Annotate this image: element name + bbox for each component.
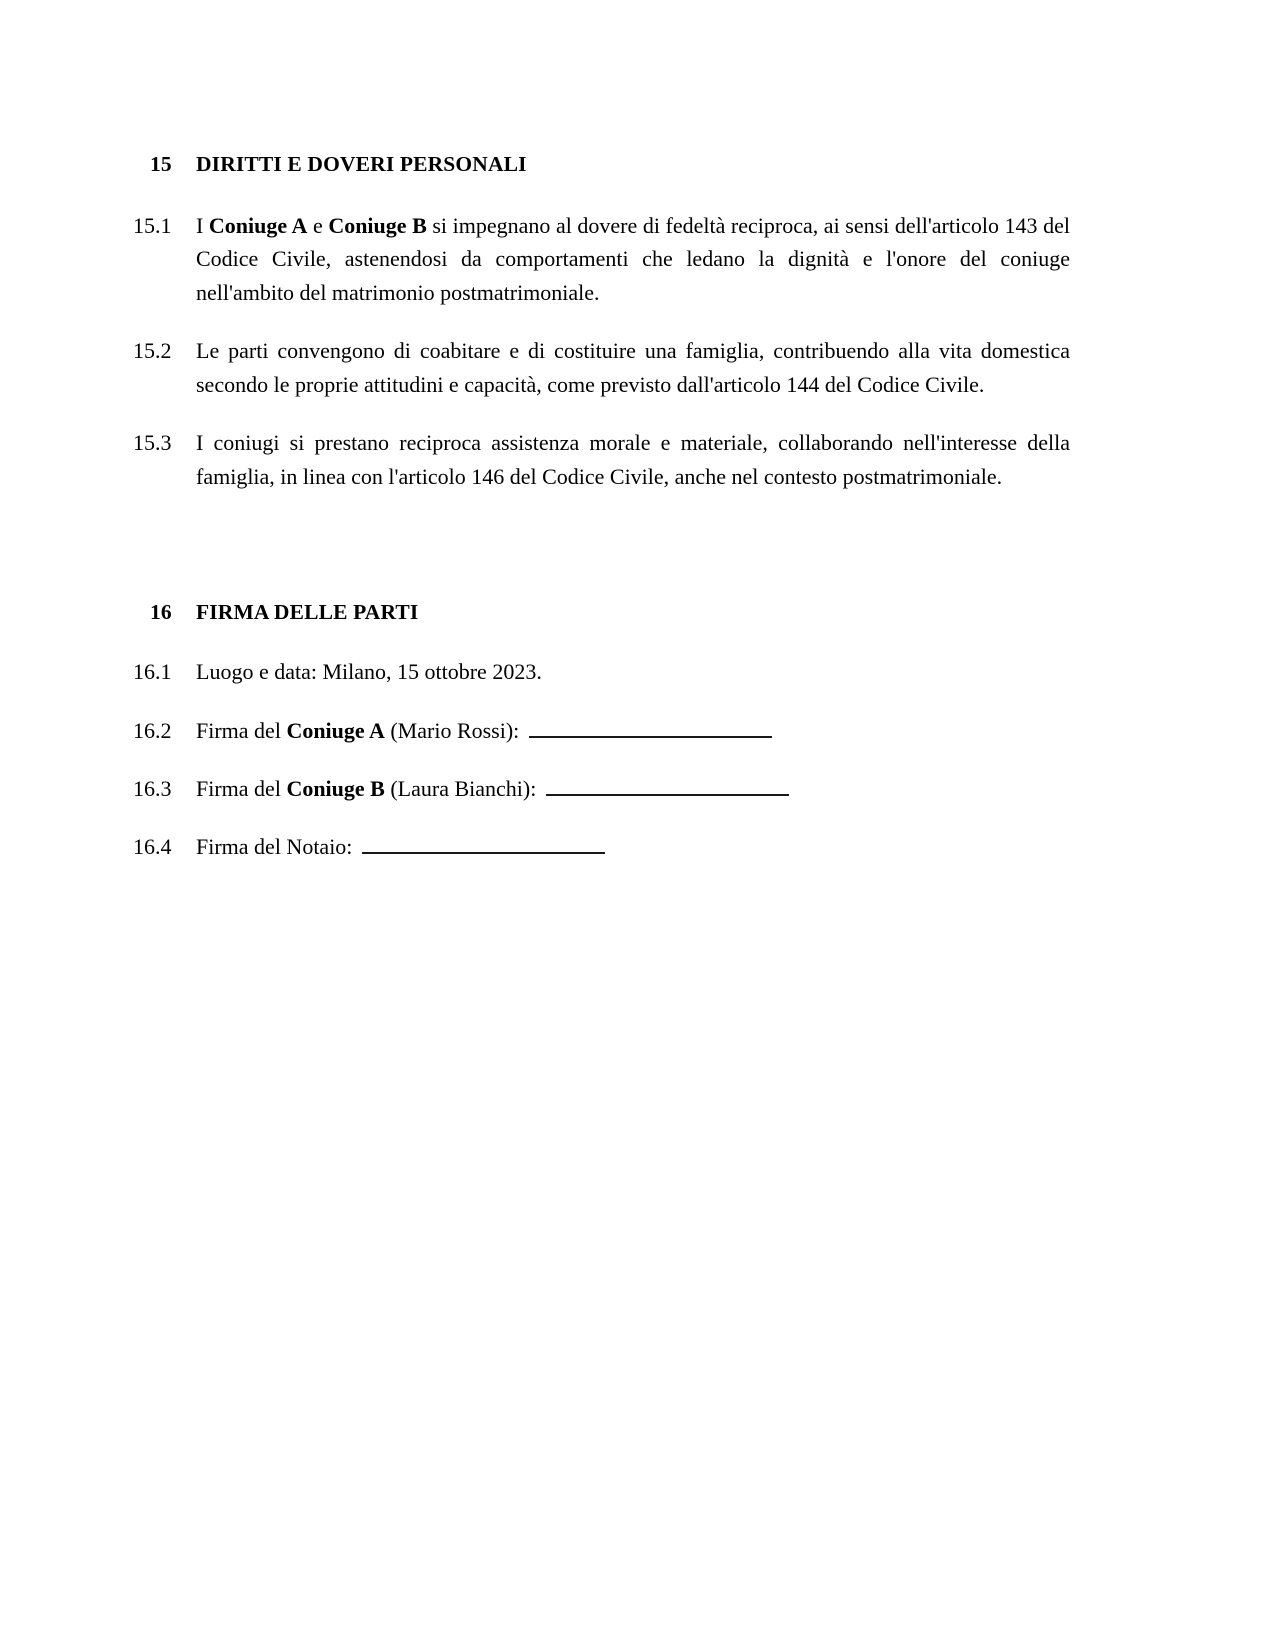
clause-number: 16.4: [133, 834, 172, 860]
section-title: FIRMA DELLE PARTI: [196, 600, 419, 625]
clause-16-4: [133, 830, 1070, 863]
signature-line-notaio[interactable]: [362, 834, 605, 854]
clause-text: Le parti convengono di coabitare e di costituire una famiglia, contribuendo alla vita domestica secondo le proprie attitudini e capacità, come previsto dall'articolo 144 del Codice Civile.: [196, 338, 1070, 397]
clause-number: 16.3: [133, 775, 172, 801]
section-number: 15: [150, 152, 172, 176]
clause-text: I coniugi si prestano reciproca assistenza morale e materiale, collaborando nell'interesse della famiglia, in linea con l'articolo 146 del Codice Civile, anche nel contesto postmatrimoniale.: [196, 430, 1070, 489]
emphasis-text: Coniuge A: [286, 717, 385, 743]
signature-line-coniuge-a[interactable]: [529, 718, 772, 738]
emphasis-text: Coniuge B: [328, 213, 427, 239]
clause-number: 15.3: [133, 430, 172, 456]
clause-15-1: [133, 209, 1070, 309]
clause-16-2: [133, 714, 1070, 747]
clause-text: [196, 830, 1070, 863]
signature-line-coniuge-b[interactable]: [546, 776, 789, 796]
section-title: DIRITTI E DOVERI PERSONALI: [196, 152, 527, 176]
clause-number: 16.2: [133, 717, 172, 743]
clause-text: Luogo e data: Milano, 15 ottobre 2023.: [196, 659, 542, 685]
clause-16-1: [133, 655, 1070, 688]
clause-text-inline: Firma del Coniuge B (Laura Bianchi):: [196, 775, 542, 801]
clause-text: [196, 714, 1070, 747]
section-heading-16: [133, 598, 1070, 627]
clause-number: 15.1: [133, 213, 172, 239]
section-number: 16: [150, 600, 172, 625]
clause-text: I Coniuge A e Coniuge B si impegnano al dovere di fedeltà reciproca, ai sensi dell'articolo 143 del Codice Civile, astenendosi da comportamenti che ledano la dignità e l'onore del coniuge nell'ambito del matrimonio postmatrimoniale.: [196, 213, 1070, 305]
emphasis-text: Coniuge B: [286, 775, 385, 801]
clause-16-3: [133, 772, 1070, 805]
clause-15-2: [133, 334, 1070, 401]
clause-text-inline: Firma del Coniuge A (Mario Rossi):: [196, 717, 525, 743]
clause-number: 15.2: [133, 338, 172, 364]
section-heading-15: [133, 150, 1070, 179]
clause-text: [196, 772, 1070, 805]
clause-15-3: [133, 426, 1070, 493]
clause-text-inline: Firma del Notaio:: [196, 834, 358, 860]
clause-number: 16.1: [133, 659, 172, 685]
emphasis-text: Coniuge A: [208, 213, 308, 239]
